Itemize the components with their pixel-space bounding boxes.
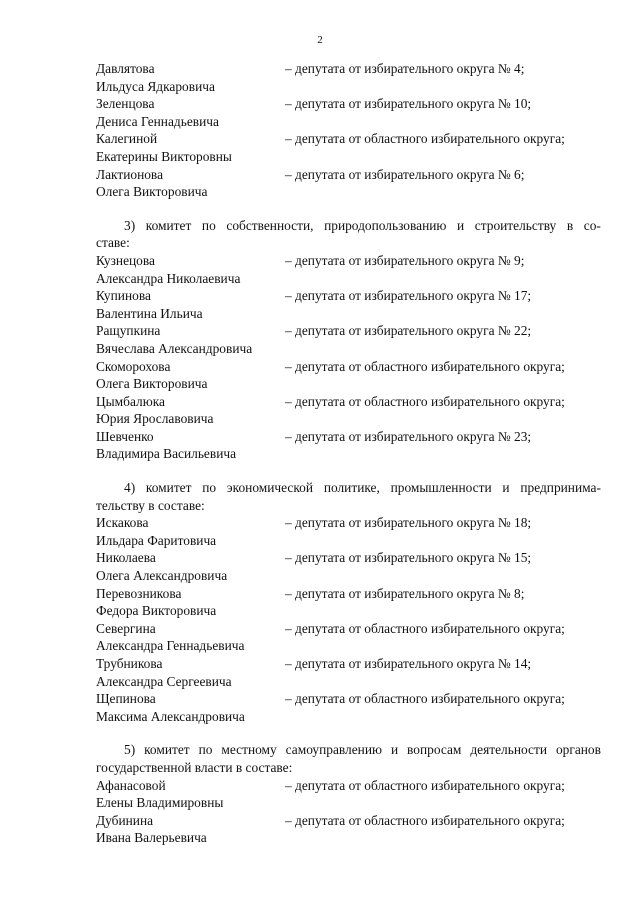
member-entry bbox=[96, 287, 601, 322]
member-district: – депутата от избирательного округа № 23; bbox=[285, 428, 532, 444]
member-given-name: Олега Александровича bbox=[96, 568, 228, 584]
member-district: – депутата от областного избирательного округа; bbox=[285, 131, 565, 147]
member-given-name: Екатерины Викторовны bbox=[96, 148, 232, 164]
member-district: – депутата от областного избирательного округа; bbox=[285, 393, 565, 409]
member-given-name: Александра Сергеевича bbox=[96, 673, 232, 689]
member-surname: Ращупкина bbox=[96, 323, 161, 339]
member-entry bbox=[96, 585, 601, 620]
member-given-name: Федора Викторовича bbox=[96, 603, 217, 619]
member-district: – депутата от избирательного округа № 10; bbox=[285, 96, 532, 112]
member-entry bbox=[96, 166, 601, 201]
member-entry bbox=[96, 358, 601, 393]
member-district: – депутата от избирательного округа № 18; bbox=[285, 515, 532, 531]
member-surname: Севергина bbox=[96, 620, 156, 636]
member-district: – депутата от областного избирательного округа; bbox=[285, 358, 565, 374]
member-entry bbox=[96, 130, 601, 165]
member-surname: Искакова bbox=[96, 515, 149, 531]
section-heading: 4) комитет по экономической политике, промышленности и предпринима- bbox=[124, 480, 601, 496]
member-district: – депутата от избирательного округа № 6; bbox=[285, 166, 525, 182]
member-district: – депутата от избирательного округа № 4; bbox=[285, 61, 525, 76]
member-entry bbox=[96, 812, 601, 847]
member-district: – депутата от избирательного округа № 15; bbox=[285, 550, 532, 566]
section-heading-continuation: тельству в составе: bbox=[96, 497, 205, 513]
member-given-name: Александра Геннадьевича bbox=[96, 638, 245, 654]
section-committee-property bbox=[96, 217, 601, 463]
page-number: 2 bbox=[317, 34, 323, 46]
member-given-name: Александра Николаевича bbox=[96, 270, 241, 286]
member-district: – депутата от избирательного округа № 9; bbox=[285, 252, 525, 268]
member-given-name: Дениса Геннадьевича bbox=[96, 113, 219, 129]
member-entry bbox=[96, 428, 601, 463]
member-surname: Лактионова bbox=[96, 166, 164, 182]
member-entry bbox=[96, 777, 601, 812]
member-surname: Трубникова bbox=[96, 656, 163, 671]
member-given-name: Валентина Ильича bbox=[96, 305, 203, 321]
member-surname: Дубинина bbox=[96, 812, 154, 828]
member-given-name: Ильдуса Ядкаровича bbox=[96, 78, 215, 94]
member-surname: Калегиной bbox=[96, 131, 158, 147]
member-surname: Цымбалюка bbox=[96, 393, 165, 409]
member-surname: Щепинова bbox=[96, 691, 156, 707]
member-entry bbox=[96, 95, 601, 130]
member-entry bbox=[96, 514, 601, 549]
member-entry bbox=[96, 690, 601, 725]
section-committee-economy bbox=[96, 479, 601, 725]
member-entry bbox=[96, 655, 601, 690]
member-district: – депутата от избирательного округа № 17; bbox=[285, 288, 532, 304]
member-entry bbox=[96, 393, 601, 428]
member-given-name: Ильдара Фаритовича bbox=[96, 532, 217, 548]
member-district: – депутата от избирательного округа № 22; bbox=[285, 323, 532, 339]
section-heading: 3) комитет по собственности, природопользованию и строительству в со- bbox=[124, 217, 601, 233]
member-surname: Скоморохова bbox=[96, 358, 171, 374]
section-continuation bbox=[96, 60, 601, 201]
section-heading: 5) комитет по местному самоуправлению и вопросам деятельности органов bbox=[124, 742, 601, 758]
member-district: – депутата от избирательного округа № 8; bbox=[285, 585, 525, 601]
member-entry bbox=[96, 252, 601, 287]
document-body bbox=[96, 60, 601, 847]
section-heading-continuation: государственной власти в составе: bbox=[96, 759, 293, 775]
member-surname: Афанасовой bbox=[96, 777, 166, 793]
member-entry bbox=[96, 549, 601, 584]
member-district: – депутата от избирательного округа № 14; bbox=[285, 656, 532, 671]
member-given-name: Ивана Валерьевича bbox=[96, 830, 207, 846]
member-district: – депутата от областного избирательного округа; bbox=[285, 691, 565, 707]
member-entry bbox=[96, 60, 601, 95]
member-surname: Николаева bbox=[96, 550, 156, 566]
member-surname: Перевозникова bbox=[96, 585, 182, 601]
member-given-name: Елены Владимировны bbox=[96, 795, 224, 811]
member-surname: Кузнецова bbox=[96, 252, 155, 268]
member-surname: Зеленцова bbox=[96, 96, 155, 112]
member-given-name: Владимира Васильевича bbox=[96, 446, 237, 462]
member-district: – депутата от областного избирательного округа; bbox=[285, 620, 565, 636]
member-entry bbox=[96, 322, 601, 357]
member-entry bbox=[96, 620, 601, 655]
member-given-name: Олега Викторовича bbox=[96, 184, 208, 200]
member-given-name: Олега Викторовича bbox=[96, 376, 208, 392]
section-committee-local-government bbox=[96, 741, 601, 847]
member-district: – депутата от областного избирательного округа; bbox=[285, 777, 565, 793]
member-given-name: Юрия Ярославовича bbox=[96, 411, 214, 427]
member-district: – депутата от областного избирательного округа; bbox=[285, 812, 565, 828]
section-heading-continuation: ставе: bbox=[96, 235, 130, 251]
member-surname: Шевченко bbox=[96, 428, 154, 444]
member-surname: Давлятова bbox=[96, 61, 155, 76]
member-given-name: Максима Александровича bbox=[96, 708, 245, 724]
member-given-name: Вячеслава Александровича bbox=[96, 340, 253, 356]
member-surname: Купинова bbox=[96, 288, 151, 304]
